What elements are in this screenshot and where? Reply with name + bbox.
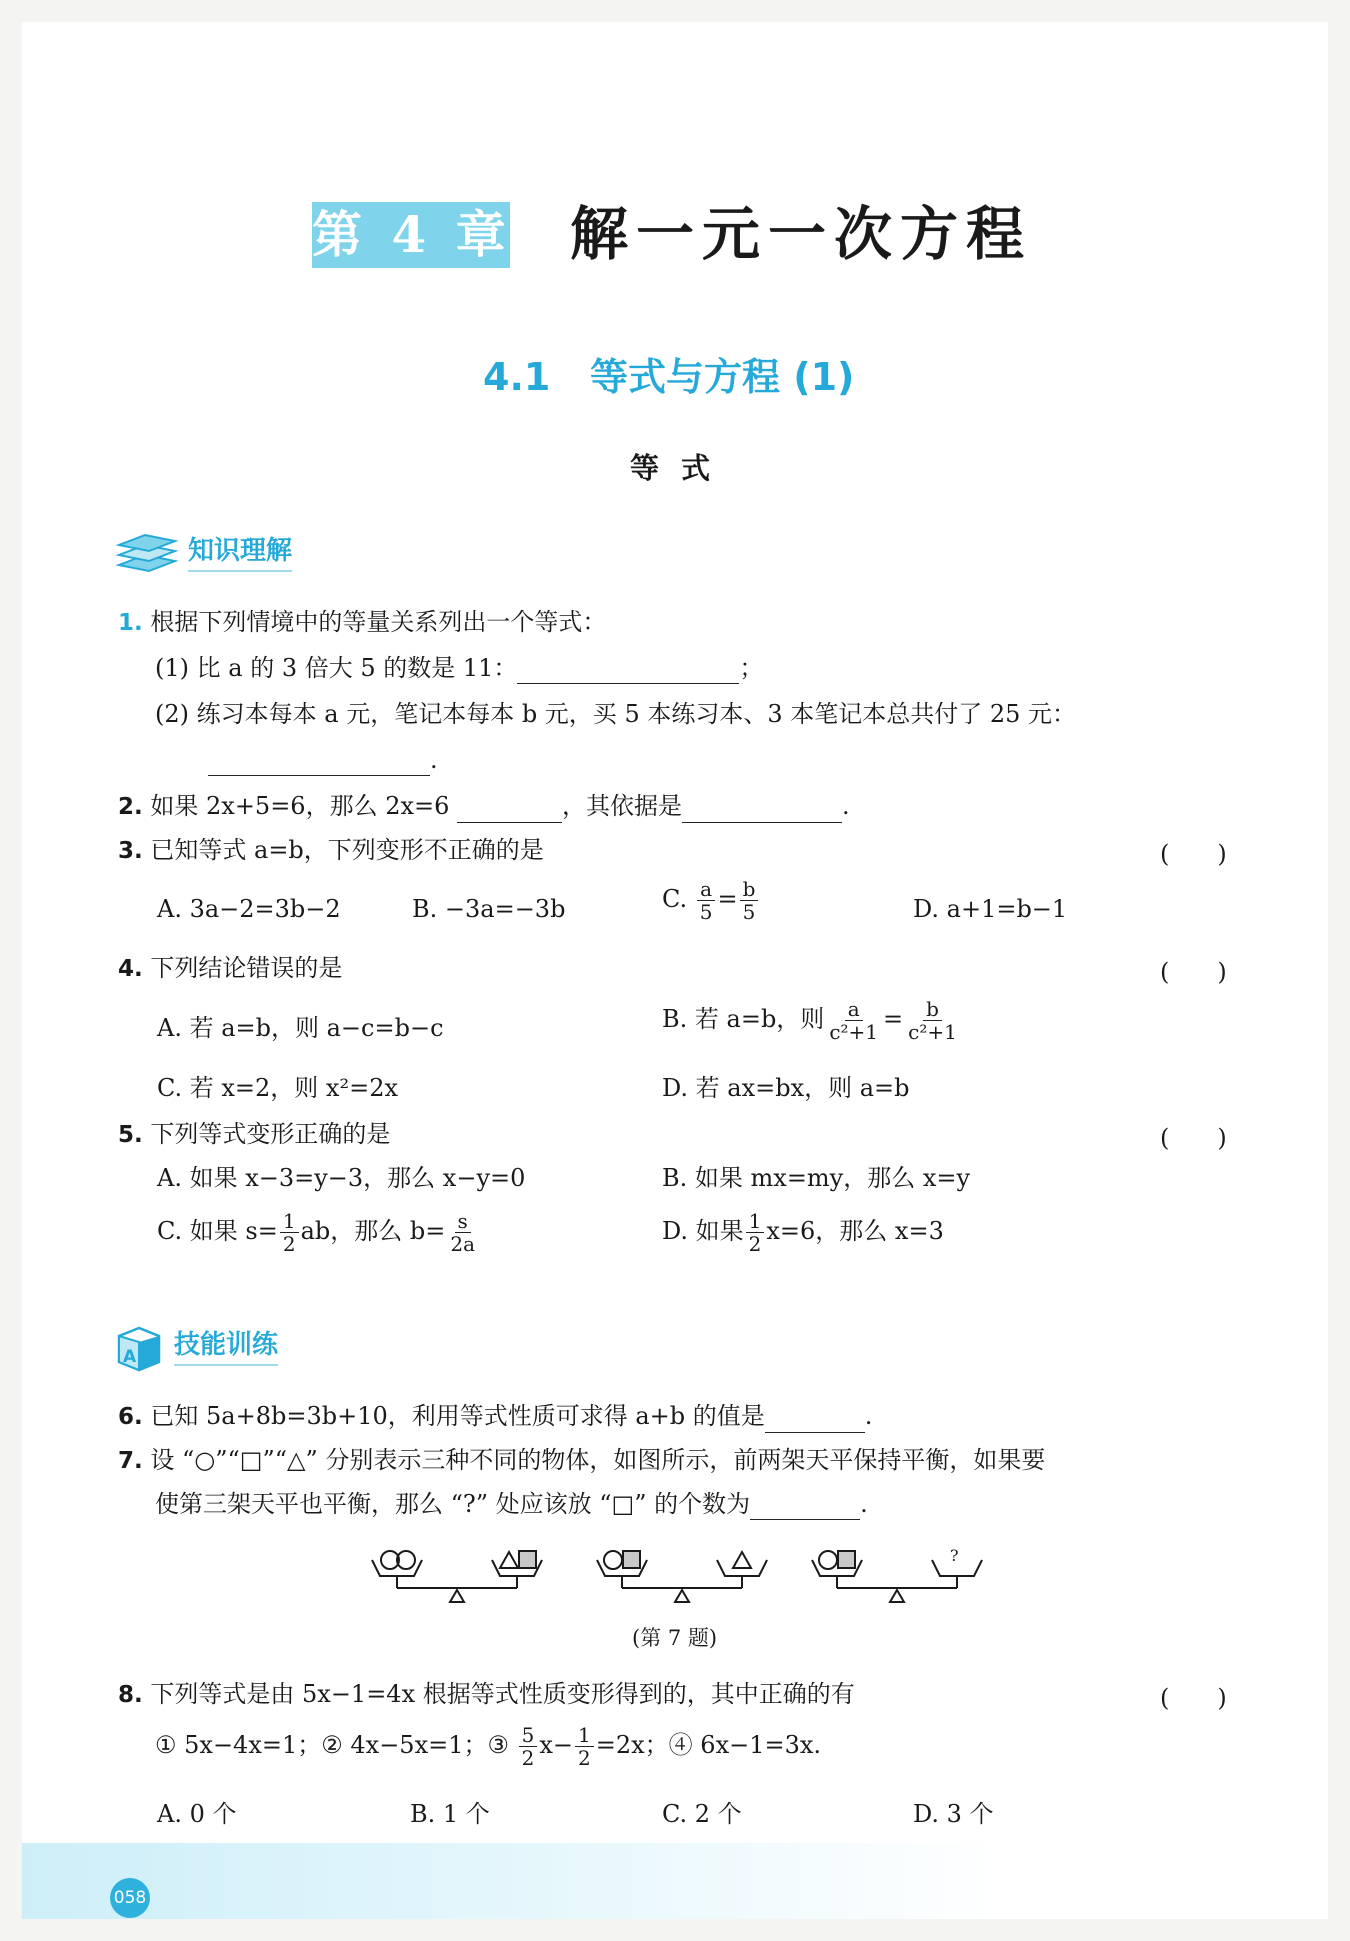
numerator: b (923, 998, 942, 1021)
fraction (826, 998, 881, 1043)
q1-part-1-text: (1) 比 a 的 3 倍大 5 的数是 11： (155, 654, 518, 682)
balance-1 (370, 1551, 542, 1602)
q5-option-b[interactable]: B. 如果 mx=my，那么 x=y (662, 1164, 971, 1192)
fraction (746, 1210, 765, 1255)
answer-blank[interactable] (457, 796, 562, 823)
question-7-line-2 (155, 1488, 868, 1520)
question-number: 6. (118, 1404, 143, 1430)
denominator: c²+1 (908, 1020, 957, 1044)
q5-option-c[interactable] (157, 1210, 480, 1255)
q3-option-b[interactable]: B. −3a=−3b (412, 895, 566, 923)
statements-text: x− (539, 1731, 574, 1759)
q1-part-1-end: ； (739, 654, 764, 682)
denominator: 2 (282, 1232, 296, 1256)
question-stem: 下列结论错误的是 (150, 954, 343, 982)
question-stem: 下列等式是由 5x−1=4x 根据等式性质变形得到的，其中正确的有 (150, 1680, 855, 1708)
q3-option-a[interactable]: A. 3a−2=3b−2 (157, 895, 341, 923)
q4-option-d[interactable]: D. 若 ax=bx，则 a=b (662, 1074, 910, 1102)
svg-text:A: A (123, 1347, 137, 1367)
q2-text-a: 如果 2x+5=6，那么 2x=6 (150, 792, 450, 820)
denominator: 2 (578, 1746, 591, 1770)
q1-part-2-answer (208, 744, 438, 776)
question-4 (118, 952, 342, 985)
fraction (697, 878, 716, 923)
answer-paren[interactable]: ( ) (1160, 840, 1227, 868)
fraction (575, 1724, 594, 1769)
question-number: 1. (118, 610, 143, 636)
q8-statements (155, 1724, 821, 1769)
option-text: ab，那么 b= (300, 1217, 446, 1245)
numerator: 1 (746, 1210, 765, 1233)
option-label: C. (662, 885, 688, 913)
q8-option-d[interactable]: D. 3 个 (913, 1800, 994, 1828)
q7-end: . (860, 1490, 868, 1518)
numerator: 1 (280, 1210, 299, 1233)
denominator: c²+1 (829, 1020, 879, 1044)
question-number: 3. (118, 838, 143, 864)
denominator: 2 (521, 1746, 535, 1770)
band-skills: 技能训练 (174, 1328, 278, 1366)
answer-paren[interactable]: ( ) (1160, 1124, 1227, 1152)
question-stem: 下列等式变形正确的是 (150, 1120, 391, 1148)
q8-option-c[interactable]: C. 2 个 (662, 1800, 742, 1828)
numerator: s (455, 1210, 471, 1233)
numerator: 1 (575, 1724, 594, 1747)
q1-part-2: (2) 练习本每本 a 元，笔记本每本 b 元，买 5 本练习本、3 本笔记本总共付了 25 元： (155, 700, 1077, 728)
books-icon (115, 527, 179, 575)
answer-blank[interactable] (682, 796, 842, 823)
question-8 (118, 1678, 855, 1711)
option-text: D. 如果 (662, 1217, 744, 1245)
q5-option-a[interactable]: A. 如果 x−3=y−3，那么 x−y=0 (157, 1164, 526, 1192)
section-title: 等式与方程 (1) (590, 355, 855, 399)
option-text: x=6，那么 x=3 (766, 1217, 944, 1245)
fraction (519, 1724, 538, 1769)
q1-part-1 (155, 652, 763, 684)
equals: = (883, 1005, 904, 1033)
q5-option-d[interactable] (662, 1210, 944, 1255)
statements-text: ① 5x−4x=1；② 4x−5x=1；③ (155, 1731, 509, 1759)
question-stem: 使第三架天平也平衡，那么 “?” 处应该放 “□” 的个数为 (155, 1490, 751, 1518)
subsection-title: 等式 (630, 451, 733, 485)
answer-blank[interactable] (208, 749, 430, 776)
square-object (519, 1551, 536, 1568)
figure-caption: (第 7 题) (632, 1626, 718, 1650)
question-3 (118, 834, 544, 867)
numerator: a (845, 998, 863, 1021)
q1-part-2-end: . (430, 746, 438, 774)
q6-end: . (864, 1402, 873, 1430)
fraction (740, 878, 759, 923)
question-number: 4. (118, 956, 143, 982)
question-2 (118, 790, 850, 823)
chapter-badge: 第 4 章 (312, 202, 510, 268)
answer-blank[interactable] (750, 1493, 860, 1520)
fraction (280, 1210, 299, 1255)
equals: = (717, 885, 738, 913)
chapter-title: 解一元一次方程 (570, 200, 1033, 268)
q4-option-c[interactable]: C. 若 x=2，则 x²=2x (157, 1074, 399, 1102)
denominator: 2 (748, 1232, 762, 1256)
fraction (905, 998, 960, 1043)
fraction (447, 1210, 478, 1255)
question-1 (118, 606, 606, 639)
footer-band (22, 1843, 1328, 1919)
q2-end: . (842, 792, 850, 820)
answer-paren[interactable]: ( ) (1160, 1684, 1227, 1712)
denominator: 5 (742, 900, 756, 924)
balance-2 (597, 1551, 767, 1602)
denominator: 2a (450, 1232, 475, 1256)
question-number: 7. (118, 1448, 143, 1474)
q8-option-b[interactable]: B. 1 个 (410, 1800, 490, 1828)
numerator: 5 (519, 1724, 538, 1747)
q2-text-b: ，其依据是 (562, 792, 683, 820)
page-number: 058 (110, 1878, 150, 1918)
statements-text: =2x；④ 6x−1=3x. (595, 1731, 822, 1759)
q4-option-b[interactable] (662, 998, 962, 1043)
answer-blank[interactable] (765, 1406, 865, 1433)
question-number: 2. (118, 794, 143, 820)
answer-paren[interactable]: ( ) (1160, 958, 1227, 986)
question-stem: 根据下列情境中的等量关系列出一个等式： (150, 608, 607, 636)
question-stem: 已知 5a+8b=3b+10，利用等式性质可求得 a+b 的值是 (150, 1402, 765, 1430)
option-text: B. 若 a=b，则 (662, 1005, 825, 1033)
answer-blank[interactable] (517, 657, 739, 684)
triangle-object (500, 1552, 518, 1568)
abc-cube-icon (113, 1322, 165, 1374)
q4-option-a[interactable]: A. 若 a=b，则 a−c=b−c (157, 1014, 444, 1042)
balance-figure (370, 1548, 990, 1620)
question-5 (118, 1118, 390, 1151)
band-knowledge: 知识理解 (188, 534, 292, 572)
question-number: 5. (118, 1122, 143, 1148)
question-stem: 设 “○”“□”“△” 分别表示三种不同的物体，如图所示，前两架天平保持平衡，如果要 (150, 1446, 1046, 1474)
q8-option-a[interactable]: A. 0 个 (157, 1800, 237, 1828)
fulcrum (450, 1590, 464, 1602)
option-text: C. 如果 s= (157, 1217, 278, 1245)
question-6 (118, 1400, 872, 1433)
question-7 (118, 1444, 1045, 1477)
section-number: 4.1 (483, 355, 551, 399)
question-stem: 已知等式 a=b，下列变形不正确的是 (150, 836, 544, 864)
numerator: a (697, 878, 715, 901)
q3-option-c[interactable] (662, 878, 760, 923)
question-number: 8. (118, 1682, 143, 1708)
question-mark: ? (950, 1546, 959, 1565)
denominator: 5 (699, 900, 713, 924)
q3-option-d[interactable]: D. a+1=b−1 (913, 895, 1068, 923)
numerator: b (740, 878, 759, 901)
